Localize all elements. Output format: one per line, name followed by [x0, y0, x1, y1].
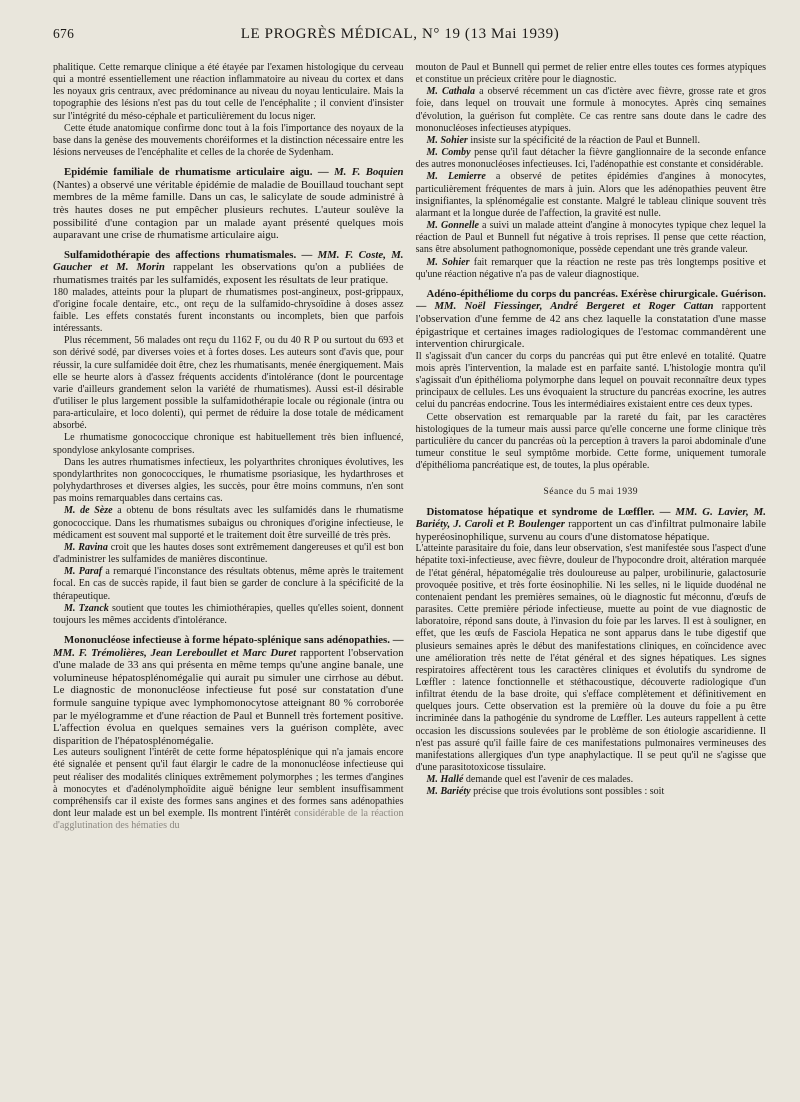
paragraph	[416, 135, 767, 147]
journal-title: LE PROGRÈS MÉDICAL, N° 19 (13 Mai 1939)	[240, 26, 560, 42]
page-header	[53, 26, 766, 54]
author: M. Sohier	[426, 134, 468, 146]
author: M. Sohier	[426, 256, 470, 268]
paragraph: phalitique. Cette remarque clinique a été étayée par l'examen histologique du cerveau qui a montré essentiellement une réaction inflammatoire au niveau du cortex et dans les noyaux gris centraux, avec prédominance au niveau du noyau lenticulaire. Mais la topographie des lésions n'est pas du tout celle de l'encéphalite ; il convient d'insister sur l'intégrité du méso-céphale et particulièrement du locus niger.	[53, 62, 404, 122]
paragraph	[416, 774, 767, 786]
paragraph	[53, 542, 404, 566]
section-sulfamidotherapie: Sulfamidothérapie des affections rhumatismales. — MM. F. Coste, M. Gaucher et M. Morin rappelant les observations qu'on a publiées de rhumatismes traités par les sulfamidés, exposent les résultats de leur pratique.	[53, 248, 404, 286]
section-distomatose: Distomatose hépatique et syndrome de Lœffler. — MM. G. Lavier, M. Bariéty, J. Caroli et P. Boulenger rapportent un cas d'infiltrat pulmonaire labile hyperéosinophilique, survenu au cours d'une distomatose hépatique.	[415, 505, 766, 543]
section-text: rapportent l'observation d'une malade de 33 ans qui présenta en même temps qu'une angine banale, une volumineuse hépatosplénomégalie qui aurait pu simuler une cirrhose au début. Le diagnostic de mononucléose infectieuse fut posé sur constatation d'une formule sanguine typique avec lymphomonocytose atteignant 80 % corroborée par le myélogramme et d'une réaction de Paul et Bunnell très fortement positive. L'affection évolua en quelques semaines vers la guérison complète, avec disparition de l'hépatosplénomégalie.	[53, 646, 404, 747]
author: M. Gonnelle	[426, 220, 479, 232]
section-text: (Nantes) a observé une véritable épidémie de maladie de Bouillaud touchant sept membres de la même famille. Dans un cas, le salicylate de soude administré à très hautes doses ne put empêcher plusieurs rechutes. L'auteur soulève la possibilité d'une contagion par un malade ayant présenté quelques mois auparavant une crise de rhumatisme articulaire aigu.	[53, 178, 404, 242]
authors: MM. Noël Fiessinger, André Bergeret et Roger Cattan	[434, 300, 714, 313]
paragraph: Plus récemment, 56 malades ont reçu du 1162 F, ou du 40 R P ou surtout du 693 et son dérivé sodé, par diverses voies et à fortes doses. Les auteurs sont d'avis que, pour réussir, la cure sulfamidée doit être, chez les rhumatisants, menée énergiquement. Mais elle se heurte alors à d'assez fréquents accidents d'intolérance (dont le pourcentage varie d'ailleurs grandement selon la variété de rhumatismes). Aussi est-il désirable d'utiliser le plus largement possible la sulfamidothérapie locale ou régionale (intra ou para-articulaire, et loco dolenti), qui permet de réduire la dose totale de médicament absorbé.	[53, 335, 404, 432]
faded-text: considérable de la réaction d'agglutination des hématies du	[53, 808, 404, 832]
session-date: Séance du 5 mai 1939	[543, 486, 639, 498]
section-title: Distomatose hépatique et syndrome de Lœffler.	[426, 505, 655, 518]
author: M. de Sèze	[64, 505, 113, 517]
paragraph-text: a observé récemment un cas d'ictère avec fièvre, grosse rate et gros foie, dans lequel on trouvait une formule à monocytes. Après cinq semaines d'évolution, la guérison fut complète. Ce cas rentre sans doute dans le cadre des mononucléoses infectieuses atypiques.	[415, 86, 766, 134]
section-mononucleose: Mononucléose infectieuse à forme hépato-splénique sans adénopathies. — MM. F. Trémolières, Jean Lereboullet et Marc Duret rapportent l'observation d'une malade de 33 ans qui présenta en même temps qu'une angine banale, une volumineuse hépatosplénomégalie qui aurait pu simuler une cirrhose au début. Le diagnostic de mononucléose infectieuse fut posé sur constatation d'une formule sanguine typique avec lymphomonocytose atteignant 80 % corroborée par le myélogramme et d'une réaction de Paul et Bunnell très fortement positive. L'affection évolua en quelques semaines vers la guérison complète, avec disparition de l'hépatosplénomégalie.	[53, 633, 404, 747]
paragraph: Cette observation est remarquable par la rareté du fait, par les caractères histologiques de la tumeur mais aussi parce qu'elle concerne une forme clinique très particulière du cancer du pancréas où la perception à travers la paroi abdominale d'une tumeur constitue le seul symptôme morbide. Cette forme, uniquement tumorale d'épithélioma pancréatique est, de toutes, la plus opérable.	[415, 411, 766, 472]
page-number: 676	[53, 26, 75, 41]
paragraph-text: a observé de petites épidémies d'angines à monocytes, particulièrement fréquentes de mars à juin. Alors que les adénopathies peuvent être insignifiantes, la splénomégalie est constante. Malgré le tableau clinique souvent très alarmant et la longue durée de l'affection, la gravité est nulle.	[415, 171, 766, 219]
paragraph-text: a obtenu de bons résultats avec les sulfamidés dans le rhumatisme gonococcique. Dans les rhumatismes subaigus ou chroniques d'origine infectieuse, le médicament est souvent mal supporté et le traitement doit être surveillé de très près.	[53, 505, 404, 541]
authors: MM. F. Trémolières, Jean Lereboullet et Marc Duret	[53, 646, 297, 659]
paragraph	[416, 220, 767, 256]
author: M. Lemierre	[426, 171, 486, 183]
paragraph-text: précise que trois évolutions sont possibles : soit	[470, 786, 665, 798]
paragraph: Cette étude anatomique confirme donc tout à la fois l'importance des noyaux de la base dans la genèse des mouvements choréiformes et la distinction nécessaire entre les lésions nerveuses de l'encéphalite et celles de la chorée de Sydenham.	[53, 122, 404, 159]
paragraph-text: demande quel est l'avenir de ces malades.	[463, 774, 634, 786]
paragraph-text: a suivi un malade atteint d'angine à monocytes typique chez lequel la réaction de Paul et Bunnell fut négative à trois reprises. Il pense que cette réaction, sans être absolument pathognomonique, possède cependant une très grande valeur.	[415, 220, 766, 256]
paragraph-text: croit que les hautes doses sont extrêmement dangereuses et qu'il est bon d'administrer les sulfamides de manières discontinue.	[53, 541, 404, 566]
section-title: Mononucléose infectieuse à forme hépato-splénique sans adénopathies.	[64, 633, 390, 646]
paragraph: L'atteinte parasitaire du foie, dans leur observation, s'est manifestée sous l'aspect d'une hépatite toxi-infectieuse, avec fièvre, douleur de l'hypocondre droit, altération marquée de l'état général, hépatomégalie très douloureuse au palper, urobilinurie, galactosurie provoquée positive, et très forte éosinophilie. Ni les selles, ni le liquide duodénal ne contenaient pendant les premières semaines, où le diagnostic fut méconnu, d'œufs de parasites. Cette première période infectieuse, muette au point de vue diagnostic de laboratoire, répond sans doute, à l'invasion du foie par les larves. Il est à souligner, en effet, que les œufs de Fasciola Hepatica ne sont apparus dans le tube digestif que plusieurs semaines après le début des manifestations cliniques, en coïncidence avec une amélioration très nette de l'état général et des signes hépatiques. Les signes respiratoires affectèrent tous les caractères cliniques et évolutifs du syndrome de Lœffler : latence fonctionnelle et stéthacoustique, découverte radiologique d'un infiltrat étendu de la base droite, qui s'efface complètement et définitivement en quelques jours. Cette observation est la première où la douve du foie a pu être incriminée dans la pathogénie du syndrome de Lœffler. Les auteurs rappellent à cette occasion les discussions soulevées par le problème de son étiologie ascaridienne. Il n'est pas assuré qu'il faille faire de ces manifestations pulmonaires vermineuses des manifestations allergiques d'un type anaphylactique. Il se peut qu'il ne s'agisse que d'une parasitotoxicose tissulaire.	[415, 543, 766, 774]
section-adeno-epitheliome: Adéno-épithéliome du corps du pancréas. Exérèse chirurgicale. Guérison. — MM. Noël Fiessinger, André Bergeret et Roger Cattan rapportent l'observation d'une femme de 42 ans chez laquelle la constatation d'une masse épigastrique et certaines images radiologiques de l'estomac commandèrent une intervention chirurgicale.	[415, 287, 766, 351]
author: M. Paraf	[64, 566, 103, 578]
paragraph	[53, 505, 404, 541]
paragraph	[416, 786, 767, 798]
paragraph: mouton de Paul et Bunnell qui permet de relier entre elles toutes ces formes atypiques et constitue un précieux critère pour le diagnostic.	[415, 62, 766, 86]
author: M. F. Boquien	[334, 166, 404, 179]
paragraph-text: pense qu'il faut détacher la fièvre ganglionnaire de la seconde enfance des autres mononucléoses infectieuses. Ici, l'adénopathie est constante et considérable.	[415, 147, 766, 171]
paragraph-text: Les auteurs soulignent l'intérêt de cette forme hépatosplénique qui n'a jamais encore été signalée et pensent qu'il faut élargir le cadre de la mononucléose infectieuse qui peut réaliser des modalités cliniques extrêmement polymorphes ; les termes d'angines à monocytes et d'adénolymphoïdite aiguë bénigne leur semblent insuffisamment compréhensifs car il existe des formes sans angines et des formes sans adénopathies dont leur malade est un bel exemple. Ils montrent l'intérêt	[53, 747, 404, 820]
author: M. Hallé	[426, 774, 464, 786]
authors: MM. G. Lavier, M. Bariéty, J. Caroli et P. Boulenger	[415, 505, 766, 531]
author: M. Cathala	[426, 86, 475, 98]
paragraph-text: insiste sur la spécificité de la réaction de Paul et Bunnell.	[467, 134, 700, 146]
section-title: Sulfamidothérapie des affections rhumatismales.	[64, 248, 297, 261]
paragraph	[416, 171, 767, 220]
paragraph: Il s'agissait d'un cancer du corps du pancréas qui put être enlevé en totalité. Quatre mois après l'intervention, la malade est en parfaite santé. L'histologie montra qu'il s'agissait d'un épithélioma polymorphe dans lequel on pouvait reconnaître deux types principaux de cellules. Les uns évoquaient la structure du pancréas exocrine, les autres celui du pancréas endocrine. Tous les intermédiaires existaient entre ces deux types.	[415, 350, 766, 411]
paragraph-text: soutient que toutes les chimiothérapies, quelles qu'elles soient, donnent toujours les mêmes accidents d'intolérance.	[53, 602, 404, 626]
paragraph: Dans les autres rhumatismes infectieux, les polyarthrites chroniques évolutives, les spondylarthrites non gonococciques, le rhumatisme psoriasique, les hydarthroses et polyhydarthroses et diverses algies, les succès, pour être moins communs, n'en sont pas moins remarquables dans certains cas.	[53, 456, 404, 505]
section-text: rappelant les observations qu'on a publiées de rhumatismes traités par les sulfamidés, exposent les résultats de leur pratique.	[53, 261, 404, 286]
paragraph	[53, 747, 404, 832]
right-column	[416, 62, 767, 1102]
section-epidemie: Epidémie familiale de rhumatisme articulaire aigu. — M. F. Boquien (Nantes) a observé une véritable épidémie de maladie de Bouillaud touchant sept membres de la même famille. Dans un cas, le salicylate de soude administré à très hautes doses ne put empêcher plusieurs rechutes. L'auteur soulève la possibilité d'une contagion par un malade ayant présenté quelques mois auparavant une crise de rhumatisme articulaire aigu.	[53, 166, 404, 242]
paragraph	[53, 566, 404, 602]
left-column	[53, 62, 404, 1102]
author: M. Tzanck	[64, 602, 109, 614]
paragraph: Le rhumatisme gonococcique chronique est habituellement très bien influencé, spondylose ankylosante comprises.	[53, 432, 404, 456]
section-title: Adéno-épithéliome du corps du pancréas. Exérèse chirurgicale. Guérison.	[426, 287, 766, 300]
paragraph	[416, 147, 767, 171]
section-text: rapportent l'observation d'une femme de 42 ans chez laquelle la constatation d'une masse épigastrique et certaines images radiologiques de l'estomac commandèrent une intervention chirurgicale.	[415, 300, 766, 351]
paragraph	[53, 603, 404, 627]
author: M. Ravina	[64, 541, 108, 553]
paragraph: 180 malades, atteints pour la plupart de rhumatismes post-angineux, post-grippaux, d'origine focale dentaire, etc., ont reçu de la sulfamido-chrysoïdine à doses assez faible. Les effets constatés furent inconstants ou incomplets, bien que parfois intéressants.	[53, 286, 404, 335]
author: M. Comby	[426, 147, 471, 159]
section-text: rapportent un cas d'infiltrat pulmonaire labile hyperéosinophilique, survenu au cours d'une distomatose hépatique.	[415, 518, 766, 543]
paragraph	[416, 86, 767, 135]
paragraph-text: fait remarquer que la réaction ne reste pas très longtemps positive et qu'une réaction négative n'a pas de valeur diagnostique.	[415, 256, 766, 280]
author: M. Bariéty	[426, 786, 471, 798]
paragraph-text: a remarqué l'inconstance des résultats obtenus, même après le traitement focal. En cas de succès rapide, il faut bien se garder de conclure à la spécificité de la thérapeutique.	[53, 566, 404, 602]
authors: MM. F. Coste, M. Gaucher et M. Morin	[53, 248, 404, 274]
paragraph	[416, 257, 767, 281]
section-title: Epidémie familiale de rhumatisme articulaire aigu.	[64, 166, 313, 179]
article-columns	[53, 62, 766, 1102]
